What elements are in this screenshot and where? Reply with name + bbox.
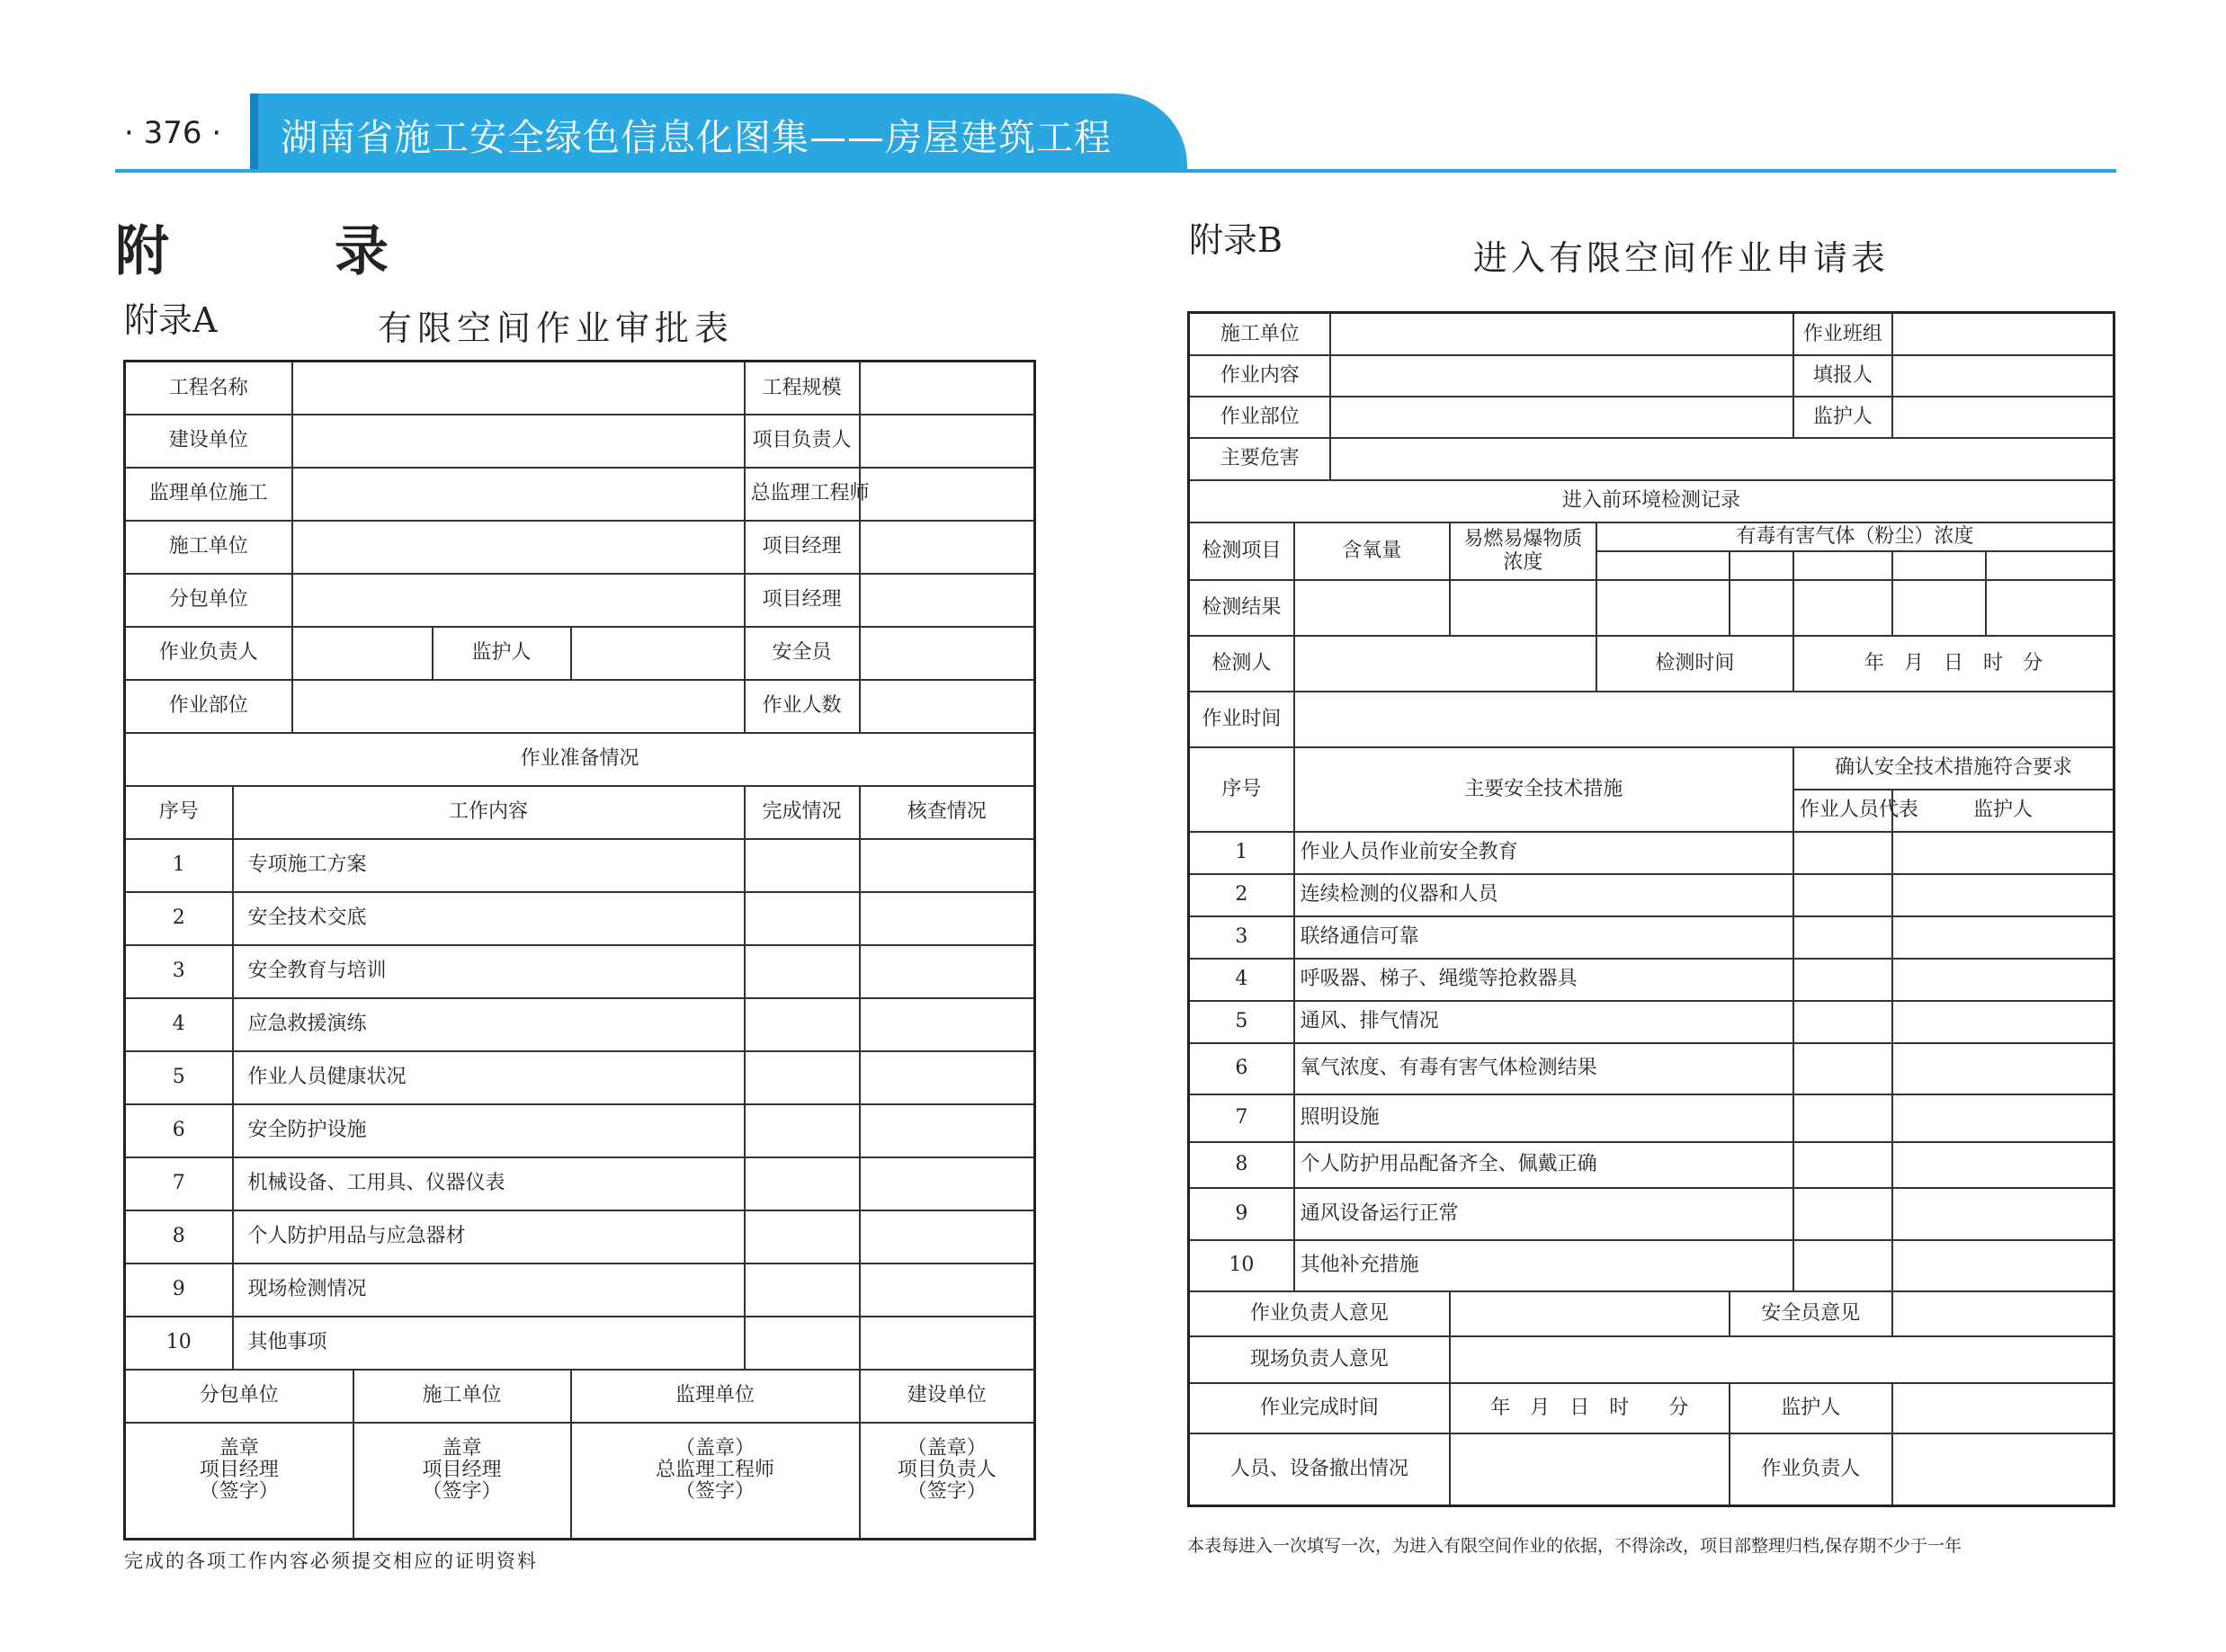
measure-number: 10 <box>1189 1240 1294 1291</box>
label-cell: 工程名称 <box>125 362 292 415</box>
item-number: 1 <box>125 839 233 892</box>
check-cell[interactable] <box>860 1157 1035 1210</box>
worker-rep-cell[interactable] <box>1793 916 1892 959</box>
item-number: 3 <box>125 945 233 998</box>
table-row <box>125 521 1035 574</box>
col-worker-rep: 作业人员代表 <box>1793 790 1892 832</box>
label-cell: 作业内容 <box>1189 355 1331 397</box>
table-row <box>125 574 1035 627</box>
sign-owner-cell[interactable] <box>860 1423 1035 1540</box>
lead-opinion-value[interactable] <box>1450 1291 1730 1336</box>
col-seq: 序号 <box>125 786 233 839</box>
label-cell: 施工单位 <box>125 521 292 574</box>
value-cell[interactable] <box>1330 355 1792 397</box>
label-cell: 作业部位 <box>1189 397 1331 438</box>
safety-opinion-label: 安全员意见 <box>1730 1291 1892 1336</box>
guardian-cell[interactable] <box>1892 1043 2114 1094</box>
value-cell[interactable] <box>860 521 1035 574</box>
role-text: 项目经理 <box>199 1458 279 1481</box>
role-text: 项目负责人 <box>897 1458 997 1481</box>
measure-number: 3 <box>1189 916 1294 959</box>
done-cell[interactable] <box>745 839 860 892</box>
item-number: 8 <box>125 1210 233 1264</box>
label-cell: 建设单位 <box>125 415 292 468</box>
prep-header: 作业准备情况 <box>125 733 1035 786</box>
item-text: 其他事项 <box>233 1317 745 1370</box>
guardian-cell[interactable] <box>1892 874 2114 916</box>
measure-text: 通风、排气情况 <box>1294 1001 1793 1043</box>
guardian-value[interactable] <box>1892 1383 2114 1433</box>
done-cell[interactable] <box>745 1104 860 1157</box>
seal-text: 盖章 <box>442 1436 482 1460</box>
guardian-cell[interactable] <box>1892 832 2114 874</box>
sign-text: （签字） <box>907 1479 987 1503</box>
worker-rep-cell[interactable] <box>1793 959 1892 1001</box>
work-time-label: 作业时间 <box>1189 692 1294 747</box>
toxic-label: 有毒有害气体（粉尘）浓度 <box>1596 522 2114 551</box>
book-title: 湖南省施工安全绿色信息化图集——房屋建筑工程 <box>281 116 1112 159</box>
table-row <box>125 680 1035 733</box>
value-cell[interactable] <box>860 362 1035 415</box>
label-cell: 安全员 <box>745 627 860 680</box>
worker-rep-cell[interactable] <box>1793 1188 1892 1240</box>
value-cell[interactable] <box>1892 397 2114 438</box>
seal-text: 盖章 <box>219 1436 259 1460</box>
item-number: 10 <box>125 1317 233 1370</box>
opinion-row <box>1189 1291 2114 1336</box>
site-opinion-value[interactable] <box>1450 1336 2114 1383</box>
result-cell[interactable] <box>1596 580 1730 636</box>
table-row <box>125 1104 1035 1157</box>
approval-form-table <box>123 360 1036 1540</box>
done-cell[interactable] <box>745 1157 860 1210</box>
done-cell[interactable] <box>745 892 860 945</box>
value-cell[interactable] <box>292 415 745 468</box>
table-row <box>1189 355 2114 397</box>
header-stripe <box>250 94 258 171</box>
check-cell[interactable] <box>860 998 1035 1051</box>
finish-time-value[interactable]: 年 月 日 时 分 <box>1450 1383 1730 1433</box>
check-cell[interactable] <box>860 1210 1035 1264</box>
detect-result-row <box>1189 580 2114 636</box>
application-form-table <box>1187 311 2115 1507</box>
col-measure: 主要安全技术措施 <box>1294 747 1793 832</box>
appendix-b-label: 附录B <box>1189 220 1283 260</box>
detect-time-label: 检测时间 <box>1596 636 1793 692</box>
measure-text: 个人防护用品配备齐全、佩戴正确 <box>1294 1142 1793 1188</box>
measure-number: 6 <box>1189 1043 1294 1094</box>
done-cell[interactable] <box>745 945 860 998</box>
section-header-row <box>125 733 1035 786</box>
table-row <box>1189 874 2114 916</box>
lead-opinion-label: 作业负责人意见 <box>1189 1291 1450 1336</box>
toxic-subcol[interactable] <box>1986 551 2114 580</box>
measure-text: 氧气浓度、有毒有害气体检测结果 <box>1294 1043 1793 1094</box>
appendix-b-title: 进入有限空间作业申请表 <box>1473 238 1890 278</box>
guardian-cell[interactable] <box>1892 916 2114 959</box>
role-text: 总监理工程师 <box>656 1458 775 1481</box>
table-row <box>125 1317 1035 1370</box>
safety-opinion-value[interactable] <box>1892 1291 2114 1336</box>
sign-supervisor-label: 监理单位 <box>571 1370 860 1423</box>
measure-text: 作业人员作业前安全教育 <box>1294 832 1793 874</box>
result-label: 检测结果 <box>1189 580 1294 636</box>
col-done: 完成情况 <box>745 786 860 839</box>
table-row <box>1189 1043 2114 1094</box>
appendix-b-note: 本表每进入一次填写一次，为进入有限空间作业的依据，不得涂改，项目部整理归档,保存期不少于一年 <box>1187 1536 1962 1556</box>
table-row <box>125 839 1035 892</box>
table-row <box>125 1210 1035 1264</box>
appendix-a-title: 有限空间作业审批表 <box>378 308 735 348</box>
measure-text: 呼吸器、梯子、绳缆等抢救器具 <box>1294 959 1793 1001</box>
toxic-subcol[interactable] <box>1793 551 1892 580</box>
worker-rep-cell[interactable] <box>1793 1001 1892 1043</box>
table-row <box>125 892 1035 945</box>
item-number: 6 <box>125 1104 233 1157</box>
appendix-a-label: 附录A <box>124 300 218 340</box>
label-cell: 主要危害 <box>1189 438 1331 480</box>
item-text: 专项施工方案 <box>233 839 745 892</box>
detect-item-label: 检测项目 <box>1189 522 1294 580</box>
value-cell[interactable] <box>292 574 745 627</box>
table-row <box>1189 959 2114 1001</box>
check-cell[interactable] <box>860 1317 1035 1370</box>
worker-rep-cell[interactable] <box>1793 1240 1892 1291</box>
check-cell[interactable] <box>860 945 1035 998</box>
col-content: 工作内容 <box>233 786 745 839</box>
value-cell[interactable] <box>292 521 745 574</box>
role-text: 项目经理 <box>422 1458 502 1481</box>
table-row <box>125 1157 1035 1210</box>
env-header: 进入前环境检测记录 <box>1189 480 2114 522</box>
toxic-subcol[interactable] <box>1730 551 1793 580</box>
item-number: 4 <box>125 998 233 1051</box>
table-row <box>125 415 1035 468</box>
item-text: 安全教育与培训 <box>233 945 745 998</box>
done-cell[interactable] <box>745 1051 860 1104</box>
table-row <box>1189 1142 2114 1188</box>
item-text: 现场检测情况 <box>233 1264 745 1317</box>
value-cell[interactable] <box>292 362 745 415</box>
value-cell[interactable] <box>860 680 1035 733</box>
measure-number: 7 <box>1189 1094 1294 1142</box>
measure-text: 连续检测的仪器和人员 <box>1294 874 1793 916</box>
sign-sub-label: 分包单位 <box>125 1370 353 1423</box>
label-cell: 填报人 <box>1793 355 1892 397</box>
seal-text: （盖章） <box>907 1436 987 1460</box>
label-cell: 分包单位 <box>125 574 292 627</box>
withdrawal-value[interactable] <box>1450 1433 1730 1506</box>
label-cell: 作业班组 <box>1793 313 1892 355</box>
table-row <box>1189 438 2114 480</box>
value-cell[interactable] <box>860 574 1035 627</box>
site-opinion-row <box>1189 1336 2114 1383</box>
oxygen-label: 含氧量 <box>1294 522 1450 580</box>
col-confirm: 确认安全技术措施符合要求 <box>1793 747 2114 790</box>
item-number: 9 <box>125 1264 233 1317</box>
table-row <box>125 1051 1035 1104</box>
value-cell[interactable] <box>1892 355 2114 397</box>
value-cell[interactable] <box>571 627 745 680</box>
detector-row <box>1189 636 2114 692</box>
result-cell[interactable] <box>1450 580 1596 636</box>
label-cell: 作业人数 <box>745 680 860 733</box>
item-text: 安全防护设施 <box>233 1104 745 1157</box>
appendix-a-note: 完成的各项工作内容必须提交相应的证明资料 <box>124 1550 538 1572</box>
sign-contractor-label: 施工单位 <box>353 1370 571 1423</box>
guardian-label: 监护人 <box>1730 1383 1892 1433</box>
table-row <box>125 998 1035 1051</box>
worker-rep-cell[interactable] <box>1793 1094 1892 1142</box>
table-row <box>125 1264 1035 1317</box>
result-cell[interactable] <box>1793 580 1892 636</box>
detect-header-row <box>1189 522 2114 551</box>
check-cell[interactable] <box>860 892 1035 945</box>
table-row <box>1189 916 2114 959</box>
item-text: 个人防护用品与应急器材 <box>233 1210 745 1264</box>
table-row <box>125 468 1035 521</box>
sign-contractor-cell[interactable] <box>353 1423 571 1540</box>
table-row <box>1189 832 2114 874</box>
col-seq: 序号 <box>1189 747 1294 832</box>
sign-text: （签字） <box>199 1479 279 1503</box>
worker-rep-cell[interactable] <box>1793 874 1892 916</box>
done-cell[interactable] <box>745 1317 860 1370</box>
guardian-cell[interactable] <box>1892 1240 2114 1291</box>
col-guardian: 监护人 <box>1892 790 2114 832</box>
value-cell[interactable] <box>1330 313 1792 355</box>
header-rule <box>115 169 2116 173</box>
guardian-cell[interactable] <box>1892 1188 2114 1240</box>
finish-row <box>1189 1383 2114 1433</box>
check-cell[interactable] <box>860 1264 1035 1317</box>
sign-text: （签字） <box>675 1479 755 1503</box>
item-text: 应急救援演练 <box>233 998 745 1051</box>
measure-number: 5 <box>1189 1001 1294 1043</box>
col-check: 核查情况 <box>860 786 1035 839</box>
label-cell: 作业负责人 <box>125 627 292 680</box>
value-cell[interactable] <box>860 627 1035 680</box>
item-text: 作业人员健康状况 <box>233 1051 745 1104</box>
label-cell: 监护人 <box>433 627 571 680</box>
measure-number: 4 <box>1189 959 1294 1001</box>
work-time-row <box>1189 692 2114 747</box>
label-cell: 项目负责人 <box>745 415 860 468</box>
label-cell: 施工单位 <box>1189 313 1331 355</box>
section-header-row <box>1189 480 2114 522</box>
guardian-cell[interactable] <box>1892 1142 2114 1188</box>
work-time-value[interactable] <box>1294 692 2114 747</box>
measure-number: 1 <box>1189 832 1294 874</box>
finish-time-label: 作业完成时间 <box>1189 1383 1450 1433</box>
item-text: 安全技术交底 <box>233 892 745 945</box>
check-cell[interactable] <box>860 1051 1035 1104</box>
measure-text: 其他补充措施 <box>1294 1240 1793 1291</box>
check-cell[interactable] <box>860 1104 1035 1157</box>
page-number: · 376 · <box>124 115 222 151</box>
measure-number: 8 <box>1189 1142 1294 1188</box>
flammable-label: 易燃易爆物质浓度 <box>1450 522 1596 580</box>
value-cell[interactable] <box>860 415 1035 468</box>
guardian-cell[interactable] <box>1892 1094 2114 1142</box>
label-cell: 总监理工程师 <box>745 468 860 521</box>
toxic-subcol[interactable] <box>1596 551 1730 580</box>
sign-owner-label: 建设单位 <box>860 1370 1035 1423</box>
section-title: 附 录 <box>115 220 444 283</box>
result-cell[interactable] <box>1730 580 1793 636</box>
item-text: 机械设备、工用具、仪器仪表 <box>233 1157 745 1210</box>
work-lead-label: 作业负责人 <box>1730 1433 1892 1506</box>
table-row <box>1189 1188 2114 1240</box>
done-cell[interactable] <box>745 1210 860 1264</box>
site-opinion-label: 现场负责人意见 <box>1189 1336 1450 1383</box>
label-cell: 工程规模 <box>745 362 860 415</box>
worker-rep-cell[interactable] <box>1793 1043 1892 1094</box>
guardian-cell[interactable] <box>1892 959 2114 1001</box>
item-number: 2 <box>125 892 233 945</box>
measure-text: 联络通信可靠 <box>1294 916 1793 959</box>
value-cell[interactable] <box>292 468 745 521</box>
table-row <box>1189 397 2114 438</box>
sign-header-row <box>125 1370 1035 1423</box>
value-cell[interactable] <box>1330 397 1792 438</box>
sign-row <box>125 1423 1035 1540</box>
value-cell[interactable] <box>860 468 1035 521</box>
item-number: 7 <box>125 1157 233 1210</box>
measure-number: 9 <box>1189 1188 1294 1240</box>
withdrawal-row <box>1189 1433 2114 1506</box>
worker-rep-cell[interactable] <box>1793 1142 1892 1188</box>
value-cell[interactable] <box>1330 438 2114 480</box>
table-row <box>125 362 1035 415</box>
measure-text: 照明设施 <box>1294 1094 1793 1142</box>
value-cell[interactable] <box>292 680 745 733</box>
done-cell[interactable] <box>745 1264 860 1317</box>
table-row <box>1189 1240 2114 1291</box>
measure-text: 通风设备运行正常 <box>1294 1188 1793 1240</box>
sign-sub-cell[interactable] <box>125 1423 353 1540</box>
label-cell: 作业部位 <box>125 680 292 733</box>
measures-header-row <box>1189 747 2114 790</box>
toxic-subcol[interactable] <box>1892 551 1986 580</box>
result-cell[interactable] <box>1892 580 1986 636</box>
guardian-cell[interactable] <box>1892 1001 2114 1043</box>
sign-text: （签字） <box>422 1479 502 1503</box>
value-cell[interactable] <box>292 627 433 680</box>
table-row <box>1189 313 2114 355</box>
value-cell[interactable] <box>1892 313 2114 355</box>
detector-label: 检测人 <box>1189 636 1294 692</box>
work-lead-value[interactable] <box>1892 1433 2114 1506</box>
check-cell[interactable] <box>860 839 1035 892</box>
table-row <box>125 627 1035 680</box>
item-number: 5 <box>125 1051 233 1104</box>
result-cell[interactable] <box>1294 580 1450 636</box>
label-cell: 监护人 <box>1793 397 1892 438</box>
table-row <box>125 945 1035 998</box>
done-cell[interactable] <box>745 998 860 1051</box>
detect-time-value[interactable]: 年 月 日 时 分 <box>1793 636 2114 692</box>
table-row <box>1189 1094 2114 1142</box>
result-cell[interactable] <box>1986 580 2114 636</box>
sign-supervisor-cell[interactable] <box>571 1423 860 1540</box>
detector-value[interactable] <box>1294 636 1596 692</box>
label-cell: 项目经理 <box>745 574 860 627</box>
column-header-row <box>125 786 1035 839</box>
label-cell: 项目经理 <box>745 521 860 574</box>
worker-rep-cell[interactable] <box>1793 832 1892 874</box>
label-cell: 监理单位施工 <box>125 468 292 521</box>
withdrawal-label: 人员、设备撤出情况 <box>1189 1433 1450 1506</box>
measure-number: 2 <box>1189 874 1294 916</box>
table-row <box>1189 1001 2114 1043</box>
seal-text: （盖章） <box>675 1436 755 1460</box>
